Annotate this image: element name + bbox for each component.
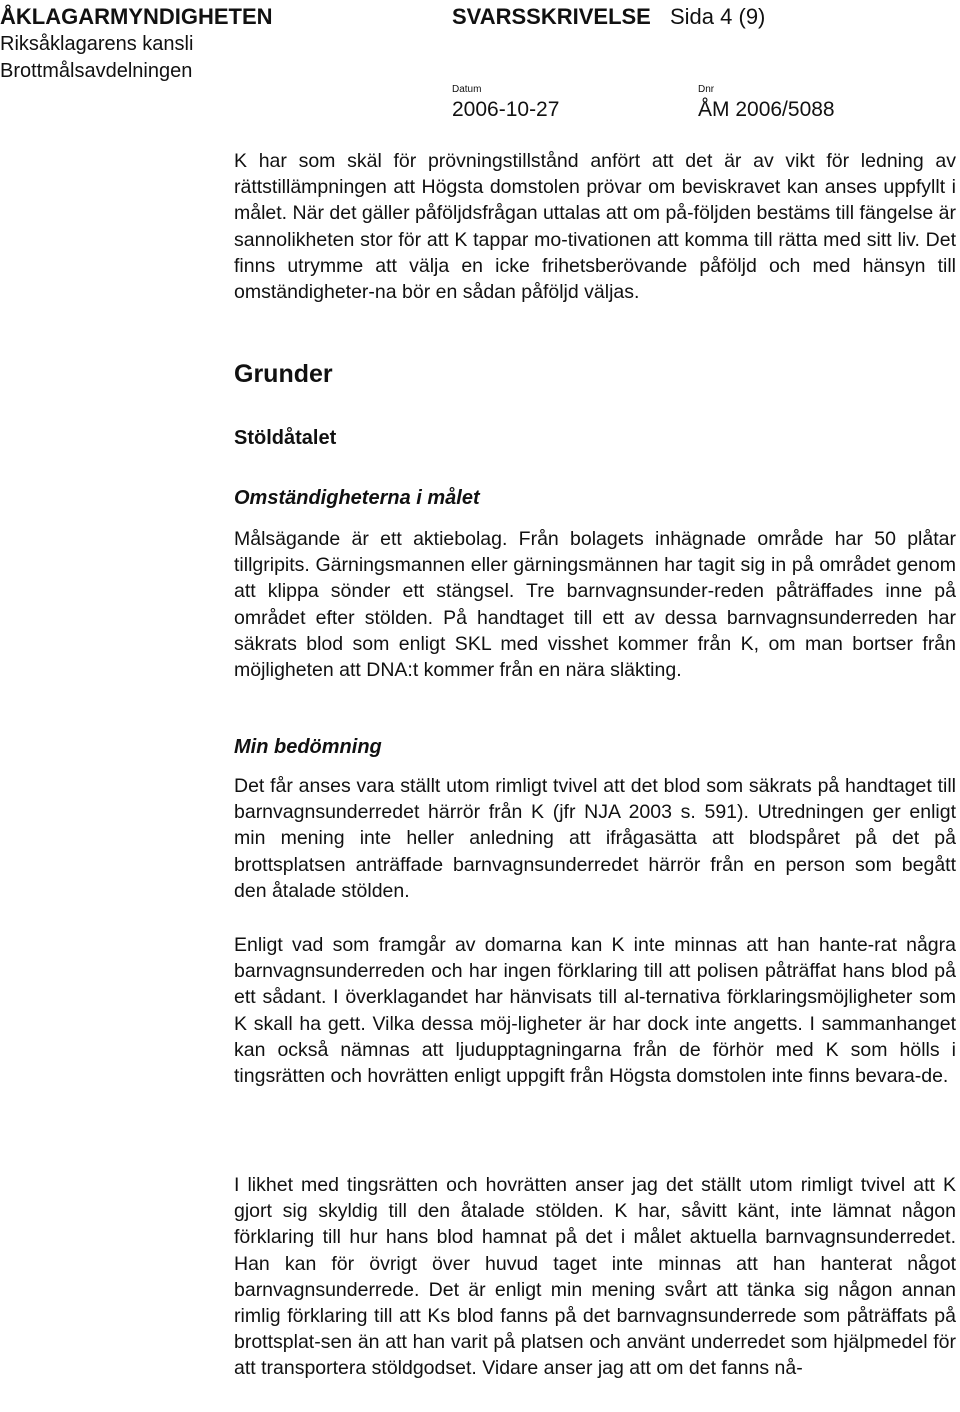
bedomning-block-2 (234, 932, 956, 1089)
intro-paragraph: K har som skäl för prövningstillstånd anfört att det är av vikt för ledning av rättstillämpningen att Högsta domstolen prövar om beviskravet kan anses uppfyllt i målet. När det gäller påföljdsfrågan uttalas att om på-följden bestäms till fängelse är sannolikheten stor för att K tappar mo-tivationen att komma till rätta med sitt liv. Det finns utrymme att välja en icke frihetsberövande påföljd och med hänsyn till omständigheter-na bör en sådan påföljd väljas. (234, 150, 956, 304)
unit-name: Riksåklagarens kansli (0, 33, 194, 55)
document-type: SVARSSKRIVELSE (452, 4, 651, 29)
page-number: Sida 4 (9) (670, 4, 766, 29)
heading-omstandigheterna: Omständigheterna i målet (234, 487, 480, 509)
omstandigheter-block (234, 526, 956, 683)
dnr-label: Dnr (698, 84, 715, 95)
dnr-value: ÅM 2006/5088 (698, 98, 835, 121)
omstandigheter-paragraph: Målsägande är ett aktiebolag. Från bolagets inhägnade område har 50 plåtar tillgripits. Gärningsmannen eller gärningsmännen har tagit sig in på området genom att klippa sönder ett stängsel. Tre barnvagnsunder-reden påträffades inne på området efter stölden. På handtaget till ett av dessa barnvagnsunderreden har säkrats blod som enligt SKL med visshet kommer från K, om man bortser från möjligheten att DNA:t kommer från en nära släkting. (234, 528, 956, 682)
intro-paragraph-block (234, 148, 956, 305)
bedomning-block-1 (234, 773, 956, 904)
heading-stoldatalet: Stöldåtalet (234, 427, 337, 449)
heading-min-bedomning: Min bedömning (234, 736, 382, 758)
date-label: Datum (452, 84, 482, 95)
bedomning-paragraph-2: Enligt vad som framgår av domarna kan K inte minnas att han hante-rat några barnvagnsunderreden och har ingen förklaring till att polisen påträffat hans blod på ett sådant. I överklagandet har hänvisats till al-ternativa förklaringsmöjligheter som K skall ha gett. Vilka dessa möj-ligheter är har dock inte angetts. I sammanhanget kan också nämnas att ljudupptagningarna från de förhör med K som hölls i tingsrätten och hovrätten enligt uppgift från Högsta domstolen inte finns bevara-de. (234, 934, 956, 1088)
bedomning-paragraph-3: I likhet med tingsrätten och hovrätten anser jag det ställt utom rimligt tvivel att K gjort sig skyldig till den åtalade stölden. K har, såvitt känt, inte lämnat någon förklaring till hur hans blod hamnat på det i målet aktuella barnvagnsunderredet. Han kan för övrigt över huvud taget inte minnas att han hanterat något barnvagnsunderrede. Det är enligt min mening svårt att tänka sig någon annan rimlig förklaring till att Ks blod fanns på det barnvagnsunderrede som påträffats på brottsplat-sen än att han varit på platsen och använt underredet som hjälpmedel för att transportera stöldgodset. Vidare anser jag att om det fanns nå- (234, 1174, 956, 1380)
department-name: Brottmålsavdelningen (0, 60, 193, 82)
heading-grunder: Grunder (234, 360, 333, 388)
date-value: 2006-10-27 (452, 98, 560, 121)
bedomning-block-3 (234, 1172, 956, 1382)
organization-name: ÅKLAGARMYNDIGHETEN (0, 4, 273, 29)
bedomning-paragraph-1: Det får anses vara ställt utom rimligt tvivel att det blod som säkrats på handtaget till barnvagnsunderredet härrör från K (jfr NJA 2003 s. 591). Utredningen ger enligt min mening inte heller anledning att ifrågasätta att blodspåret på det på brottsplatsen anträffade barnvagnsunderredet härrör från en person som begått den åtalade stölden. (234, 775, 956, 902)
